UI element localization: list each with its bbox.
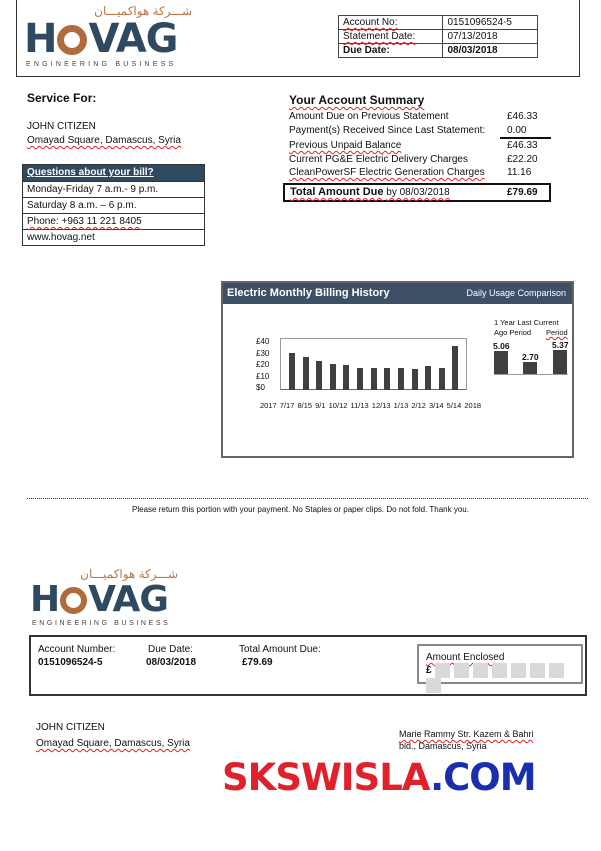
service-address: Omayad Square, Damascus, Syria <box>27 135 181 146</box>
y-tick-label: $0 <box>256 383 265 392</box>
comparison-cat-2: Ago Period <box>494 328 532 337</box>
amount-enclosed-field[interactable]: Amount Enclosed £ <box>417 644 583 684</box>
y-tick-label: £20 <box>256 360 270 369</box>
service-heading: Service For: <box>27 91 97 105</box>
tear-line <box>27 498 588 499</box>
comparison-cat-3: Period <box>546 328 568 337</box>
comparison-label: 2.70 <box>522 351 539 362</box>
remit-address-2: bld., Damascus, Syria <box>399 741 487 751</box>
x-tick-labels: 2017 7/17 8/15 9/1 10/12 11/13 12/13 1/13 2/12 3/14 5/14 2018 <box>260 401 482 410</box>
remit-address-1: Marie Rammy Str. Kazem & Bahri <box>399 729 534 739</box>
service-name: JOHN CITIZEN <box>27 121 96 132</box>
website-link[interactable]: www.hovag.net <box>23 229 204 245</box>
comparison-label: 5.37 <box>552 340 569 350</box>
company-logo: شـــركة هواكميـــان H VAG ENGINEERING BUSINESS <box>24 4 192 68</box>
billing-history-panel <box>221 281 574 458</box>
chart-title: Electric Monthly Billing History <box>227 287 390 299</box>
account-summary: Your Account Summary Amount Due on Previous Statement £46.33 Payment(s) Received Since Last Statement: 0.00 Previous Unpaid Balance £46.33 Current PG&E Electric Delivery Charges £22.20 CleanPowerSF Electric Generation Charges 11.16 <box>289 94 551 180</box>
customer-name: JOHN CITIZEN <box>36 722 105 733</box>
customer-address: Omayad Square, Damascus, Syria <box>36 738 190 749</box>
account-info-table: Account No: 0151096524-5 Statement Date: 07/13/2018 Due Date: 08/03/2018 <box>338 15 538 58</box>
total-due-box: Total Amount Due by 08/03/2018 £79.69 <box>283 183 551 202</box>
watermark: SKSWISLA.COM <box>222 756 536 799</box>
return-notice: Please return this portion with your payment. No Staples or paper clips. Do not fold. Thank you. <box>132 505 469 514</box>
company-logo-stub: شـــركة هواكميـــان H VAG ENGINEERING BUSINESS <box>30 567 178 627</box>
comparison-label: 5.06 <box>493 341 510 352</box>
comparison-cat-1: 1 Year Last Current <box>494 318 559 327</box>
questions-box: Questions about your bill? Monday-Friday 7 a.m.- 9 p.m. Saturday 8 a.m. – 6 p.m. Phone: +963 11 221 8405 www.hovag.net <box>22 164 205 246</box>
comparison-title: Daily Usage Comparison <box>466 288 566 298</box>
y-tick-label: £10 <box>256 371 270 381</box>
y-tick-label: £30 <box>256 348 270 358</box>
y-tick-label: £40 <box>256 337 270 346</box>
